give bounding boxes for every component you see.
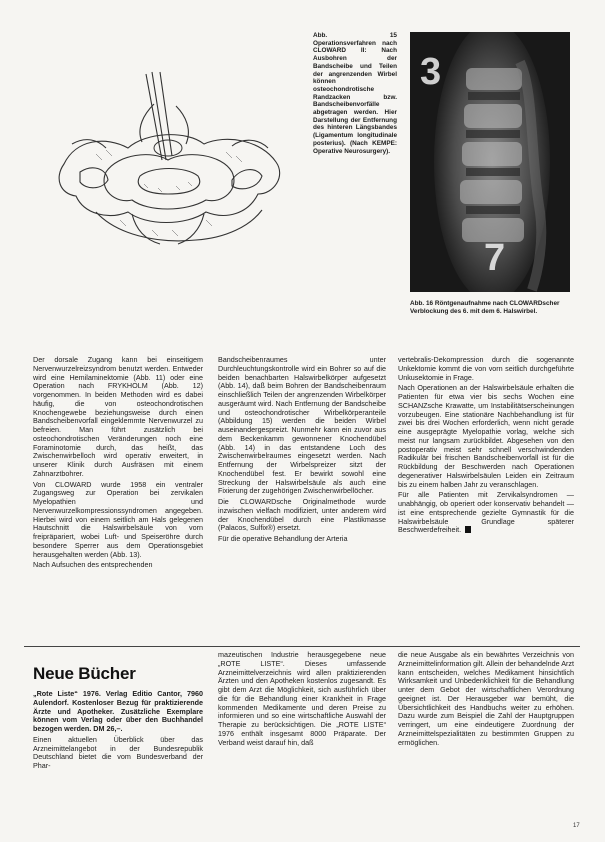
book-entry-title: „Rote Liste“ 1976. Verlag Editio Cantor, 7960 Aulendorf. Kostenloser Bezug für praktizierende Ärzte und Apotheker. Zusätzliche Exemplare können vom Verlag oder über den Buchhandel bezogen werden. DM 26,–.	[33, 689, 203, 733]
figure-16-xray-image	[410, 32, 570, 292]
article-paragraph-final	[398, 491, 574, 535]
figure-15-caption: Abb. 15 Operationsverfahren nach CLOWARD II: Nach Ausbohren der Bandscheibe und Teilen der angrenzenden Wirbel können osteochondrotische Randzacken bzw. Bandscheibenvorfälle abgetragen werden. Hier Darstellung der Entfernung des hinteren Längsbandes (Ligamentum longitudinale posterius). (Nach KEMPE: Operative Neurosurgery).	[313, 32, 397, 155]
figure-15-illustration	[36, 44, 300, 264]
article-paragraph: Nach Aufsuchen des entsprechenden	[33, 560, 153, 570]
books-column-2	[218, 651, 386, 749]
books-column-3	[398, 651, 574, 749]
article-paragraph: vertebralis-Dekompression durch die sogenannte Unkektomie kommt die von vorn seitlich durchgeführte Unkusektomie in Frage.	[398, 355, 574, 382]
vertebra-drawing	[36, 44, 300, 264]
article-paragraph: Für die operative Behandlung der Arteria	[218, 534, 348, 543]
xray-label-3: 3	[420, 51, 442, 93]
book-review-paragraph: Einen aktuellen Überblick über das Arzneimittelangebot in der Bundesrepublik Deutschland bietet die vom Bundesverband der Phar-	[33, 734, 203, 770]
article-column-3	[398, 356, 574, 537]
section-divider	[24, 646, 580, 647]
book-review-paragraph: die neue Ausgabe als ein bewährtes Verzeichnis von Arzneimittelinformation gilt. Allein der behandelnde Arzt kann entscheiden, welches Medikament hinsichtlich Wirksamkeit und Unbedenklichkeit für die Behandlung unter dem Gebot der wirtschaftlichen Verordnung geeignet ist. Der Herausgeber war bemüht, die Übersichtlichkeit des Handbuchs weiter zu erhöhen. Dazu wurde zum Beispiel die Zahl der Hauptgruppen verringert, um eine eindeutigere Zuordnung der Arzneimittelspezialitäten zu bestimmten Gruppen zu ermöglichen.	[398, 650, 574, 747]
books-section-heading: Neue Bücher	[33, 664, 136, 683]
article-column-1	[33, 356, 203, 572]
xray-graphic	[410, 32, 570, 292]
article-paragraph: Nach Operationen an der Halswirbelsäule erhalten die Patienten für etwa vier bis sechs Wochen eine SCHANZsche Krawatte, um Instabilitätserscheinungen vorzubeugen. Eine stationäre Nachbehandlung ist für zwei bis drei Wochen erforderlich, wenn nicht gerade eine ausgeprägte Myelopathie vorlag, welche sich meist nur langsam zurückbildet. Abgesehen von den postoperativ meist sehr schnell verschwindenden Radikulär bei frischen Bandscheibenvorfall ist für die Rückbildung der Beschwerden nach Operationen degenerativer Halswirbelsäulen Leiden ein Zeitraum bis zu einem halben Jahr zu veranschlagen.	[398, 383, 574, 489]
article-paragraph: Von CLOWARD wurde 1958 ein ventraler Zugangsweg zur Operation bei zervikalen Myelopathien und Nervenwurzelkompressionssyndromen angegeben. Hierbei wird von einem seitlich am Hals gelegenen Hautschnitt die Halswirbelsäule von vorn freipräpariert, wobei Luft- und Speiseröhre durch besondere Sperrer aus dem Operationsgebiet herausgehalten werden (Abb. 13).	[33, 479, 203, 559]
books-column-1	[33, 690, 203, 773]
article-column-2	[218, 356, 386, 546]
article-paragraph: Der dorsale Zugang kann bei einseitigem Nervenwurzelreizsyndrom benutzt werden. Entweder wird eine Hemilaminektomie (Abb. 11) oder eine Operation nach FRYKHOLM (Abb. 12) vorgenommen. In beiden Methoden wird es dabei häufig, die von osteochondrotischen Knochengewebe beziehungsweise durch einen Bandscheibenvorfall eingeklemmte Nervenwurzel zu befreien. Man führt zusätzlich bei osteochondrotischen Veränderungen noch eine Foraminotomie durch, das heißt, das Zwischenwirbelloch wird operativ erweitert, in unserer Klinik durch Ausfräsen mit einem Zahnarztbohrer.	[33, 355, 203, 478]
article-paragraph: Die CLOWARDsche Originalmethode wurde inzwischen vielfach modifiziert, unter anderem wird der Knochendübel durch eine Plastikmasse (Palacos, Sulfix®) ersetzt.	[218, 497, 386, 533]
end-of-article-square-icon	[465, 526, 471, 533]
book-review-paragraph: mazeutischen Industrie herausgegebene neue „ROTE LISTE“. Dieses umfassende Arzneimittelverzeichnis wird allen praktizierenden Ärzten und den Apotheken kostenlos zugesandt. Es gibt dem Arzt die Möglichkeit, sich ausführlich über die für die Behandlung einer Krankheit in Frage kommenden Medikamente und deren Preise zu informieren und so eine wirtschaftliche Auswahl der Therapie zu berücksichtigen. Die „ROTE LISTE“ 1976 enthält insgesamt 8000 Präparate. Der Verband weist darauf hin, daß	[218, 650, 386, 747]
page-number: 17	[573, 823, 580, 829]
article-paragraph: Bandscheibenraumes unter Durchleuchtungskontrolle wird ein Bohrer so auf die beiden benachbarten Halswirbelkörper aufgesetzt (Abb. 14), daß beim Bohren der Bandscheibenraum einschließlich Teilen der angrenzenden Wirbelkörper ausgeräumt wird. Nach Entfernung der Bandscheibe und osteochondrotischer Wirbelkörperanteile (Abbildung 15) werden die beiden Wirbel auseinandergespreizt. Nunmehr kann ein zuvor aus dem Beckenkamm gewonnener Knochendübel (Abb. 14) in das entstandene Loch des Zwischenwirbelraumes eingesetzt werden. Nach Entfernung der Wirbelspreizer sitzt der Knochendübel fest. Er bewirkt sowohl eine Streckung der Halswirbelsäule als auch eine Fixierung der zugehörigen Zwischenwirbellöcher.	[218, 355, 386, 496]
figure-16-caption: Abb. 16 Röntgenaufnahme nach CLOWARDscher Verblockung des 6. mit dem 6. Halswirbel.	[410, 300, 560, 315]
article-paragraph-text: Für alle Patienten mit Zervikalsyndromen — unabhängig, ob operiert oder konservativ behandelt — ist eine entsprechende gezielte Gymnastik für die Halswirbelsäule Grundlage späterer Beschwerdefreiheit.	[398, 490, 574, 535]
xray-label-7: 7	[484, 237, 506, 279]
